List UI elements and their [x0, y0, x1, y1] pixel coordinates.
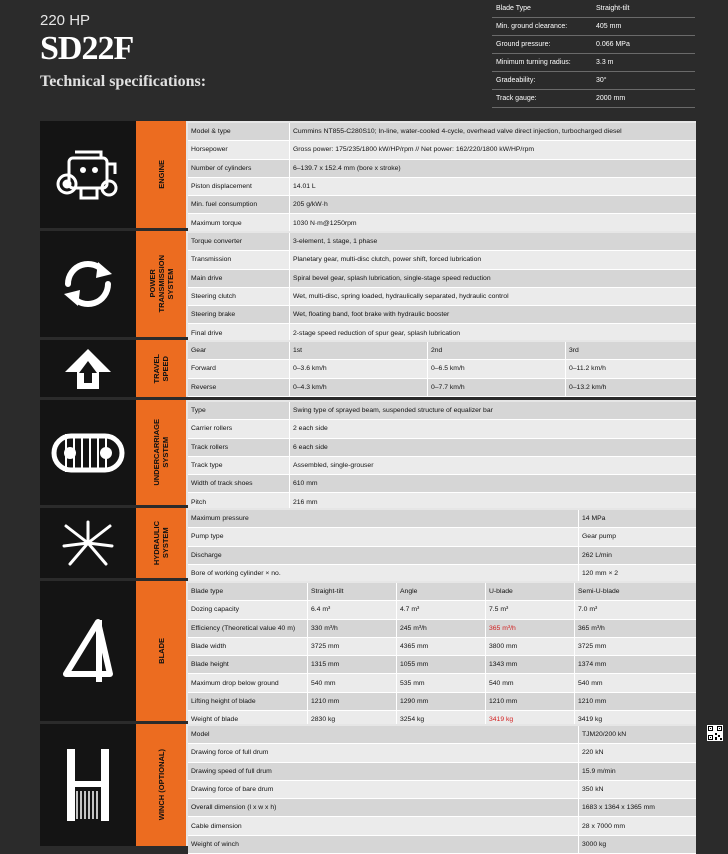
table-row [188, 402, 696, 420]
spec-key: Blade height [188, 656, 308, 673]
spec-value: Angle [397, 583, 486, 600]
spec-key: Final drive [188, 324, 290, 341]
quick-spec-row [492, 18, 695, 36]
transmission-cycle-icon [40, 231, 136, 337]
section-label: BLADE [136, 581, 186, 721]
spec-value: Wet, multi-disc, spring loaded, hydraulically separated, hydraulic control [293, 293, 509, 301]
power-transmission-section [40, 231, 696, 337]
spec-key: Weight of winch [188, 836, 579, 853]
spec-value: 3254 kg [397, 711, 486, 728]
spec-value: 3419 kg [578, 716, 603, 724]
hydraulic-spec-table [188, 510, 696, 576]
table-row [188, 510, 696, 528]
spec-value: 0–3.6 km/h [290, 360, 428, 377]
table-row [188, 693, 696, 711]
spec-value: Straight-tilt [308, 583, 397, 600]
table-row [188, 420, 696, 438]
undercarriage-section [40, 400, 696, 505]
spec-key: Carrier rollers [188, 420, 290, 437]
section-label: WINCH (OPTIONAL) [136, 724, 186, 846]
spec-value: 3rd [569, 347, 579, 355]
spec-key: Min. fuel consumption [188, 196, 290, 213]
quick-spec-row [492, 90, 695, 108]
spec-value: 610 mm [293, 480, 318, 488]
spec-key: Model & type [188, 123, 290, 140]
spec-value: 3725 mm [308, 638, 397, 655]
spec-value: 0–13.2 km/h [569, 383, 607, 391]
spec-value: Gross power: 175/235/1800 kW/HP/rpm // Net power: 162/220/1800 kW/HP/rpm [293, 146, 535, 154]
quick-spec-key: Min. ground clearance: [492, 18, 592, 36]
spec-key: Dozing capacity [188, 601, 308, 618]
table-row [188, 583, 696, 601]
section-label: TRAVEL SPEED [136, 340, 186, 397]
spec-value: 1210 mm [308, 693, 397, 710]
table-row [188, 475, 696, 493]
engine-spec-table [188, 123, 696, 226]
quick-spec-value: 30° [592, 72, 695, 90]
spec-key: Pitch [188, 493, 290, 510]
engine-section [40, 121, 696, 228]
spec-value: Wet, floating band, foot brake with hydraulic booster [293, 311, 450, 319]
spec-value: 2 each side [293, 425, 328, 433]
spec-value: 28 x 7000 mm [582, 822, 626, 830]
hydraulic-burst-icon [40, 508, 136, 578]
table-row [188, 744, 696, 762]
table-row [188, 656, 696, 674]
travel-speed-section [40, 340, 696, 397]
spec-key: Blade type [188, 583, 308, 600]
table-row [188, 528, 696, 546]
qr-code-icon[interactable] [707, 725, 723, 741]
spec-key: Forward [188, 360, 290, 377]
section-label: ENGINE [136, 121, 186, 228]
spec-value: 120 mm × 2 [582, 570, 619, 578]
quick-spec-row [492, 36, 695, 54]
horsepower-label: 220 HP [40, 12, 91, 29]
spec-key: Lifting height of blade [188, 693, 308, 710]
spec-value: 535 mm [397, 674, 486, 691]
winch-spec-table [188, 726, 696, 848]
table-row [188, 288, 696, 306]
page-subtitle: Technical specifications: [40, 73, 207, 90]
table-row [188, 160, 696, 178]
spec-key: Cable dimension [188, 817, 579, 834]
table-row [188, 196, 696, 214]
table-row [188, 620, 696, 638]
spec-key: Width of track shoes [188, 475, 290, 492]
spec-value: 3000 kg [582, 840, 607, 848]
spec-value: 14 MPa [582, 515, 606, 523]
spec-value: 1290 mm [397, 693, 486, 710]
table-row [188, 457, 696, 475]
spec-value: 1st [290, 342, 428, 359]
model-title: SD22F [40, 30, 134, 67]
spec-value: Cummins NT855-C280S10; In-line, water-cooled 4-cycle, overhead valve direct injection, turbocharged diesel [293, 128, 622, 136]
spec-value: TJM20/200 kN [582, 731, 627, 739]
spec-value: 2nd [428, 342, 566, 359]
table-row [188, 638, 696, 656]
spec-value: U-blade [486, 583, 575, 600]
blade-icon [40, 581, 136, 721]
table-row [188, 233, 696, 251]
spec-value: 216 mm [293, 498, 318, 506]
quick-specs-table [492, 0, 695, 108]
table-row [188, 360, 696, 378]
spec-value: 350 kN [582, 786, 604, 794]
spec-value: 4.7 m³ [397, 601, 486, 618]
spec-value: 540 mm [308, 674, 397, 691]
spec-value: 1030 N·m@1250rpm [293, 219, 357, 227]
table-row [188, 817, 696, 835]
spec-key: Transmission [188, 251, 290, 268]
table-row [188, 379, 696, 397]
table-row [188, 781, 696, 799]
spec-value: Gear pump [582, 533, 617, 541]
spec-key: Maximum torque [188, 214, 290, 231]
spec-value: 0–7.7 km/h [428, 379, 566, 396]
spec-key: Drawing speed of full drum [188, 763, 579, 780]
section-label: POWER TRANSMISSION SYSTEM [136, 231, 186, 337]
spec-value: 6.4 m³ [308, 601, 397, 618]
quick-spec-row [492, 0, 695, 18]
quick-spec-value: 2000 mm [592, 90, 695, 108]
quick-spec-key: Blade Type [492, 0, 592, 18]
spec-key: Torque converter [188, 233, 290, 250]
spec-value: 1374 mm [578, 661, 607, 669]
table-row [188, 342, 696, 360]
table-row [188, 306, 696, 324]
quick-spec-value: 0.066 MPa [592, 36, 695, 54]
spec-key: Drawing force of full drum [188, 744, 579, 761]
speed-arrow-icon [40, 340, 136, 397]
spec-value: 3725 mm [578, 643, 607, 651]
spec-key: Track rollers [188, 439, 290, 456]
quick-spec-value: 3.3 m [592, 54, 695, 72]
spec-value: 15.9 m/min [582, 767, 616, 775]
spec-value: 1315 mm [308, 656, 397, 673]
spec-value: 205 g/kW·h [293, 201, 328, 209]
spec-key: Steering brake [188, 306, 290, 323]
spec-value: 3-element, 1 stage, 1 phase [293, 238, 378, 246]
spec-value-highlight: 365 m³/h [486, 620, 575, 637]
hydraulic-section [40, 508, 696, 578]
spec-key: Blade width [188, 638, 308, 655]
winch-icon [40, 724, 136, 846]
track-icon [40, 400, 136, 505]
table-row [188, 799, 696, 817]
table-row [188, 141, 696, 159]
table-row [188, 123, 696, 141]
blade-spec-table [188, 583, 696, 724]
spec-key: Efficiency (Theoretical value 40 m) [188, 620, 308, 637]
travel-speed-spec-table [188, 342, 696, 395]
spec-key: Pump type [188, 528, 579, 545]
spec-value: 1210 mm [486, 693, 575, 710]
quick-spec-value: 405 mm [592, 18, 695, 36]
blade-section [40, 581, 696, 724]
spec-value: 7.5 m³ [486, 601, 575, 618]
table-row [188, 726, 696, 744]
spec-value: 2-stage speed reduction of spur gear, splash lubrication [293, 329, 461, 337]
spec-value: 6–139.7 x 152.4 mm (bore x stroke) [293, 164, 401, 172]
spec-value: 4365 mm [397, 638, 486, 655]
spec-value: 330 m³/h [308, 620, 397, 637]
spec-value: 14.01 L [293, 183, 316, 191]
spec-key: Drawing force of bare drum [188, 781, 579, 798]
spec-key: Horsepower [188, 141, 290, 158]
spec-value: Planetary gear, multi-disc clutch, power shift, forced lubrication [293, 256, 482, 264]
table-row [188, 674, 696, 692]
spec-value: 262 L/min [582, 551, 612, 559]
quick-spec-row [492, 72, 695, 90]
spec-value: 1343 mm [486, 656, 575, 673]
table-row [188, 547, 696, 565]
quick-spec-value: Straight-tilt [592, 0, 695, 18]
spec-value: 1055 mm [397, 656, 486, 673]
engine-icon [40, 121, 136, 228]
spec-key: Track type [188, 457, 290, 474]
spec-value: 0–11.2 km/h [569, 365, 606, 373]
spec-value: Spiral bevel gear, splash lubrication, single-stage speed reduction [293, 274, 491, 282]
spec-value: 6 each side [293, 443, 328, 451]
quick-spec-key: Track gauge: [492, 90, 592, 108]
table-row [188, 178, 696, 196]
spec-key: Discharge [188, 547, 579, 564]
spec-key: Main drive [188, 270, 290, 287]
spec-value: 245 m³/h [397, 620, 486, 637]
table-row [188, 763, 696, 781]
undercarriage-spec-table [188, 402, 696, 506]
table-row [188, 601, 696, 619]
spec-value: 0–4.3 km/h [290, 379, 428, 396]
spec-value: 7.0 m³ [578, 606, 598, 614]
spec-key: Reverse [188, 379, 290, 396]
spec-key: Steering clutch [188, 288, 290, 305]
spec-value: 0–6.5 km/h [428, 360, 566, 377]
spec-key: Type [188, 402, 290, 419]
winch-section [40, 724, 696, 846]
spec-value: 2830 kg [308, 711, 397, 728]
spec-value: Semi-U-blade [578, 588, 620, 596]
spec-key: Gear [188, 342, 290, 359]
table-row [188, 270, 696, 288]
spec-key: Maximum pressure [188, 510, 579, 527]
spec-value-highlight: 3419 kg [486, 711, 575, 728]
spec-key: Overall dimension (l x w x h) [188, 799, 579, 816]
spec-value: 220 kN [582, 749, 604, 757]
table-row [188, 836, 696, 854]
spec-value: Assembled, single-grouser [293, 462, 374, 470]
spec-key: Bore of working cylinder × no. [188, 565, 579, 582]
power-transmission-spec-table [188, 233, 696, 335]
table-row [188, 251, 696, 269]
spec-key: Model [188, 726, 579, 743]
spec-value: 1210 mm [578, 697, 607, 705]
quick-spec-row [492, 54, 695, 72]
quick-spec-key: Gradeability: [492, 72, 592, 90]
spec-key: Maximum drop below ground [188, 674, 308, 691]
table-row [188, 439, 696, 457]
spec-value: 3800 mm [486, 638, 575, 655]
spec-key: Piston displacement [188, 178, 290, 195]
spec-value: 540 mm [578, 679, 603, 687]
spec-key: Weight of blade [188, 711, 308, 728]
spec-key: Number of cylinders [188, 160, 290, 177]
spec-value: 365 m³/h [578, 624, 605, 632]
quick-spec-key: Minimum turning radius: [492, 54, 592, 72]
spec-value: 540 mm [486, 674, 575, 691]
quick-spec-key: Ground pressure: [492, 36, 592, 54]
section-label: UNDERCARRIAGE SYSTEM [136, 400, 186, 505]
spec-value: Swing type of sprayed beam, suspended structure of equalizer bar [293, 407, 493, 415]
spec-value: 1683 x 1364 x 1365 mm [582, 804, 655, 812]
section-label: HYDRAULIC SYSTEM [136, 508, 186, 578]
